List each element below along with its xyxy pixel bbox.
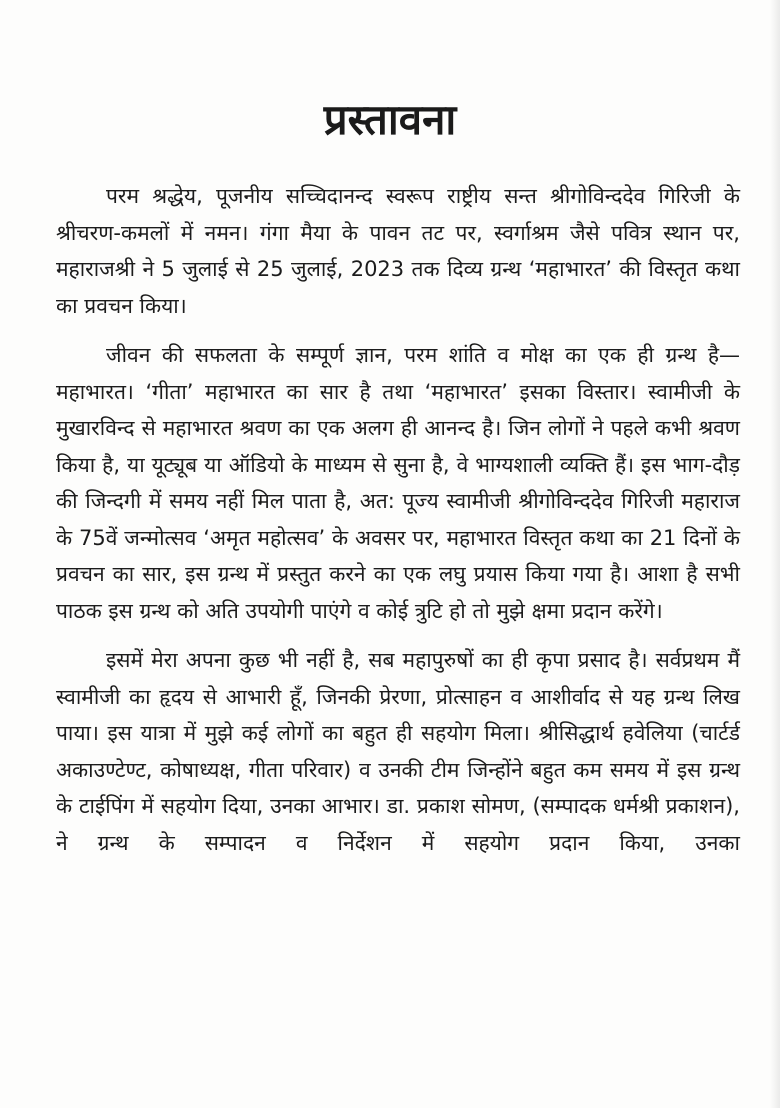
page-title: प्रस्तावना <box>323 95 457 144</box>
paragraph-2: जीवन की सफलता के सम्पूर्ण ज्ञान, परम शांति व मोक्ष का एक ही ग्रन्थ है—महाभारत। ‘गीता’ महाभारत का सार है तथा ‘महाभारत’ इसका विस्तार। स्वामीजी के मुखारविन्द से महाभारत श्रवण का एक अलग ही आनन्द है। जिन लोगों ने पहले कभी श्रवण किया है, या यूट्यूब या ऑडियो के माध्यम से सुना है, वे भाग्यशाली व्यक्ति हैं। इस भाग-दौड़ की जिन्दगी में समय नहीं मिल पाता है, अत: पूज्य स्वामीजी श्रीगोविन्ददेव गिरिजी महाराज के 75वें जन्मोत्सव ‘अमृत महोत्सव’ के अवसर पर, महाभारत विस्तृत कथा का 21 दिनों के प्रवचन का सार, इस ग्रन्थ में प्रस्तुत करने का एक लघु प्रयास किया गया है। आशा है सभी पाठक इस ग्रन्थ को अति उपयोगी पाएंगे व कोई त्रुटि हो तो मुझे क्षमा प्रदान करेंगे। <box>56 343 740 623</box>
paragraph-3: इसमें मेरा अपना कुछ भी नहीं है, सब महापुरुषों का ही कृपा प्रसाद है। सर्वप्रथम मैं स्वामीजी का हृदय से आभारी हूँ, जिनकी प्रेरणा, प्रोत्साहन व आशीर्वाद से यह ग्रन्थ लिख पाया। इस यात्रा में मुझे कई लोगों का बहुत ही सहयोग मिला। श्रीसिद्धार्थ हवेलिया (चार्टर्ड अकाउण्टेण्ट, कोषाध्यक्ष, गीता परिवार) व उनकी टीम जिन्होंने बहुत कम समय में इस ग्रन्थ के टाईपिंग में सहयोग दिया, उनका आभार। डा. प्रकाश सोमण, (सम्पादक धर्मश्री प्रकाशन), ने ग्रन्थ के सम्पादन व निर्देशन में सहयोग प्रदान किया, उनका <box>56 648 740 855</box>
preface-body <box>56 178 740 874</box>
paragraph-1: परम श्रद्धेय, पूजनीय सच्चिदानन्द स्वरूप राष्ट्रीय सन्त श्रीगोविन्ददेव गिरिजी के श्रीचरण-कमलों में नमन। गंगा मैया के पावन तट पर, स्वर्गाश्रम जैसे पवित्र स्थान पर, महाराजश्री ने 5 जुलाई से 25 जुलाई, 2023 तक दिव्य ग्रन्थ ‘महाभारत’ की विस्तृत कथा का प्रवचन किया। <box>56 184 740 318</box>
page-edge-shadow <box>770 0 780 1108</box>
